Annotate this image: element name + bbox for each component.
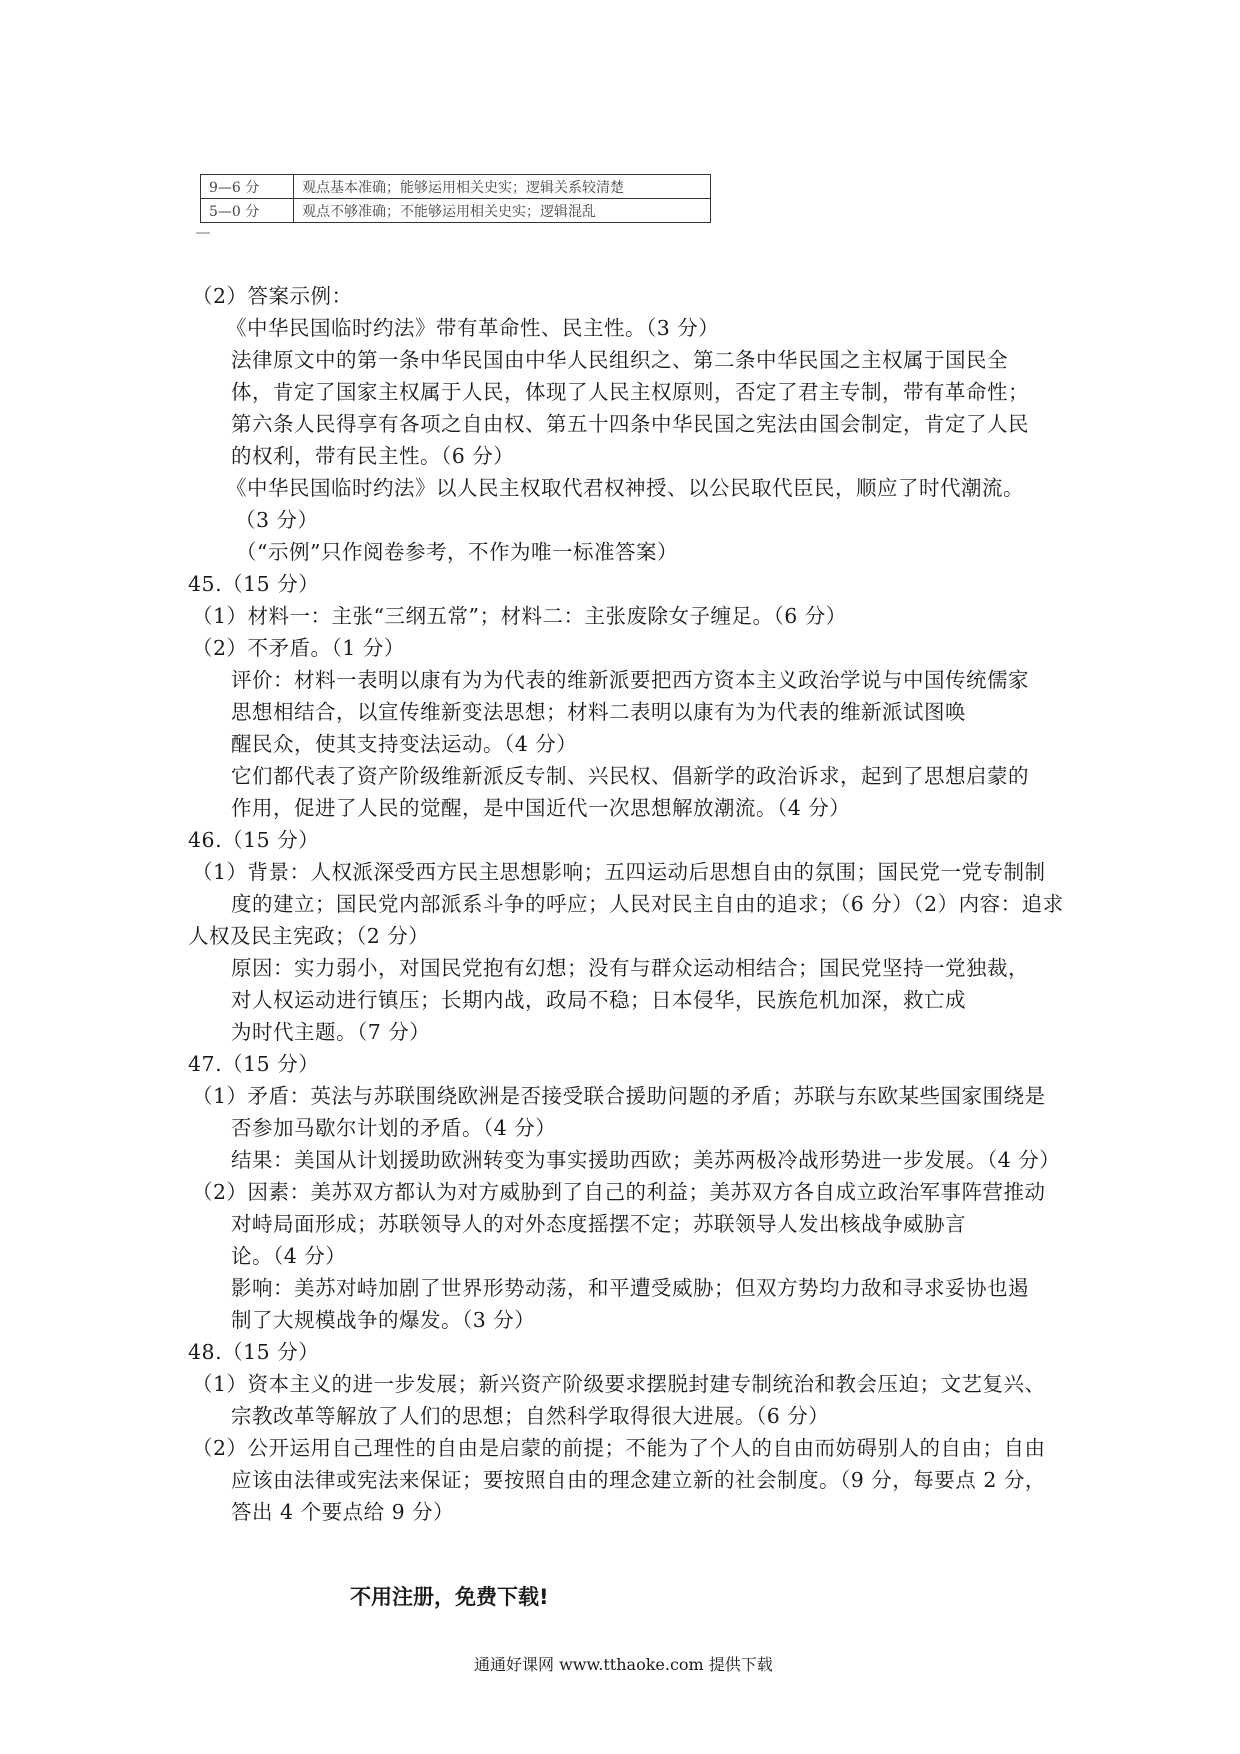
text-line: （2）因素：美苏双方都认为对方威胁到了自己的利益；美苏双方各自成立政治军事阵营推动 [192, 1180, 1046, 1204]
score-cell: 9—6 分 [201, 175, 294, 199]
text-line: 的权利，带有民主性。（6 分） [231, 444, 515, 468]
footer-text: 通通好课网 www.tthaoke.com 提供下载 [474, 1655, 773, 1674]
text-line: 原因：实力弱小，对国民党抱有幻想；没有与群众运动相结合；国民党坚持一党独裁， [231, 956, 1029, 980]
text-line: （2）公开运用自己理性的自由是启蒙的前提；不能为了个人的自由而妨碍别人的自由；自由 [192, 1436, 1046, 1460]
text-line: （2）答案示例： [192, 284, 353, 308]
text-line: 第六条人民得享有各项之自由权、第五十四条中华民国之宪法由国会制定，肯定了人民 [231, 412, 1029, 436]
text-line: （2）不矛盾。（1 分） [192, 636, 405, 660]
text-line: 体，肯定了国家主权属于人民，体现了人民主权原则，否定了君主专制，带有革命性； [231, 380, 1029, 404]
text-line: 应该由法律或宪法来保证；要按照自由的理念建立新的社会制度。（9 分，每要点 2 分， [231, 1468, 1046, 1492]
criteria-cell: 观点不够准确；不能够运用相关史实；逻辑混乱 [294, 199, 711, 223]
text-line: 《中华民国临时约法》带有革命性、民主性。（3 分） [226, 316, 720, 340]
question-heading: 46.（15 分） [188, 828, 320, 852]
question-heading: 47.（15 分） [188, 1052, 320, 1076]
text-line: 对峙局面形成；苏联领导人的对外态度摇摆不定；苏联领导人发出核战争威胁言 [231, 1212, 966, 1236]
text-line: 否参加马歇尔计划的矛盾。（4 分） [231, 1116, 557, 1140]
question-heading: 45.（15 分） [188, 572, 320, 596]
text-line: 制了大规模战争的爆发。（3 分） [231, 1308, 536, 1332]
text-line: 思想相结合，以宣传维新变法思想；材料二表明以康有为为代表的维新派试图唤 [231, 700, 966, 724]
table-row [201, 199, 711, 223]
text-line: （1）资本主义的进一步发展；新兴资产阶级要求摆脱封建专制统治和教会压迫；文艺复兴、 [192, 1372, 1046, 1396]
text-line: 法律原文中的第一条中华民国由中华人民组织之、第二条中华民国之主权属于国民全 [231, 348, 1008, 372]
score-table [200, 174, 711, 223]
score-cell: 5—0 分 [201, 199, 294, 223]
text-line: 评价：材料一表明以康有为为代表的维新派要把西方资本主义政治学说与中国传统儒家 [231, 668, 1029, 692]
text-line: 它们都代表了资产阶级维新派反专制、兴民权、倡新学的政治诉求，起到了思想启蒙的 [231, 764, 1029, 788]
text-line: （1）矛盾：英法与苏联围绕欧洲是否接受联合援助问题的矛盾；苏联与东欧某些国家围绕是 [192, 1084, 1046, 1108]
promo-text: 不用注册，免费下载! [350, 1585, 549, 1609]
text-line: 对人权运动进行镇压；长期内战，政局不稳；日本侵华，民族危机加深，救亡成 [231, 988, 966, 1012]
table-row [201, 175, 711, 199]
text-line: （“示例”只作阅卷参考，不作为唯一标准答案） [236, 540, 678, 564]
text-line: 作用，促进了人民的觉醒，是中国近代一次思想解放潮流。（4 分） [231, 796, 851, 820]
text-line: 结果：美国从计划援助欧洲转变为事实援助西欧；美苏两极冷战形势进一步发展。（4 分） [231, 1148, 1061, 1172]
criteria-cell: 观点基本准确；能够运用相关史实；逻辑关系较清楚 [294, 175, 711, 199]
text-line: 醒民众，使其支持变法运动。（4 分） [231, 732, 578, 756]
text-line: 度的建立；国民党内部派系斗争的呼应；人民对民主自由的追求；（6 分）（2）内容：追求 [231, 892, 1064, 916]
text-line: （3 分） [235, 508, 319, 532]
question-heading: 48.（15 分） [188, 1340, 320, 1364]
text-line: 为时代主题。（7 分） [231, 1020, 431, 1044]
text-line: 答出 4 个要点给 9 分） [231, 1500, 455, 1524]
text-line: 《中华民国临时约法》以人民主权取代君权神授、以公民取代臣民，顺应了时代潮流。 [226, 476, 1024, 500]
text-line: 宗教改革等解放了人们的思想；自然科学取得很大进展。（6 分） [231, 1404, 830, 1428]
text-line: 人权及民主宪政；（2 分） [188, 924, 430, 948]
text-line: 影响：美苏对峙加剧了世界形势动荡，和平遭受威胁；但双方势均力敌和寻求妥协也遏 [231, 1276, 1029, 1300]
text-line: （1）背景：人权派深受西方民主思想影响；五四运动后思想自由的氛围；国民党一党专制制 [192, 860, 1046, 884]
text-line: （1）材料一：主张“三纲五常”；材料二：主张废除女子缠足。（6 分） [192, 604, 847, 628]
text-line: 论。（4 分） [231, 1244, 347, 1268]
scan-artifact [196, 232, 210, 234]
